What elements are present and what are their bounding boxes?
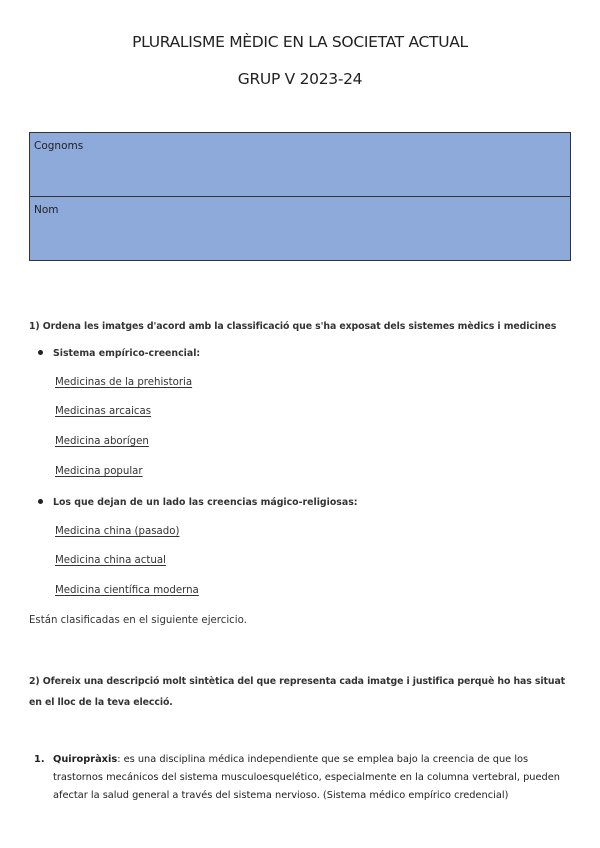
question-2: 2) Ofereix una descripció molt sintètica del que representa cada imatge i justifica perquè ho has situat en el lloc de la teva elecció. (29, 676, 566, 708)
bullet-dot-icon (38, 499, 43, 504)
document-title: PLURALISME MÈDIC EN LA SOCIETAT ACTUAL (132, 33, 468, 51)
student-info-table (29, 132, 571, 261)
bullet-group-2-label: Los que dejan de un lado las creencias mágico-religiosas: (53, 497, 358, 508)
bullet-group-1 (38, 348, 200, 359)
list-item (34, 751, 576, 805)
link-popular[interactable]: Medicina popular (55, 466, 143, 477)
list-item-body (53, 751, 576, 805)
list-item-description: : es una disciplina médica independiente que se emplea bajo la creencia de que los trastornos mecánicos del sistema musculoesquelético, especialmente en la columna vertebral, pueden afectar la salud general a través del sistema nervioso. (Sistema médico empírico credencial) (53, 754, 560, 801)
bullet-dot-icon (38, 350, 43, 355)
link-china-actual[interactable]: Medicina china actual (55, 555, 166, 566)
surname-row (30, 133, 571, 197)
name-row (30, 197, 571, 261)
surname-cell[interactable]: Cognoms (30, 133, 571, 197)
link-prehistoria[interactable]: Medicinas de la prehistoria (55, 377, 193, 388)
list-item-term: Quiropràxis (53, 754, 118, 765)
name-cell[interactable]: Nom (30, 197, 571, 261)
link-cientifica-moderna[interactable]: Medicina científica moderna (55, 585, 199, 596)
bullet-group-2 (38, 497, 358, 508)
question-1: 1) Ordena les imatges d'acord amb la classificació que s'ha exposat dels sistemes mèdics i medicines (29, 321, 557, 332)
link-aborigen[interactable]: Medicina aborígen (55, 436, 149, 447)
link-arcaicas[interactable]: Medicinas arcaicas (55, 406, 152, 417)
document-subtitle: GRUP V 2023-24 (237, 70, 363, 88)
bullet-group-1-label: Sistema empírico-creencial: (53, 348, 201, 359)
classification-note: Están clasificadas en el siguiente ejercicio. (29, 615, 247, 626)
list-item-number: 1. (34, 754, 45, 765)
link-china-pasado[interactable]: Medicina china (pasado) (55, 526, 180, 537)
